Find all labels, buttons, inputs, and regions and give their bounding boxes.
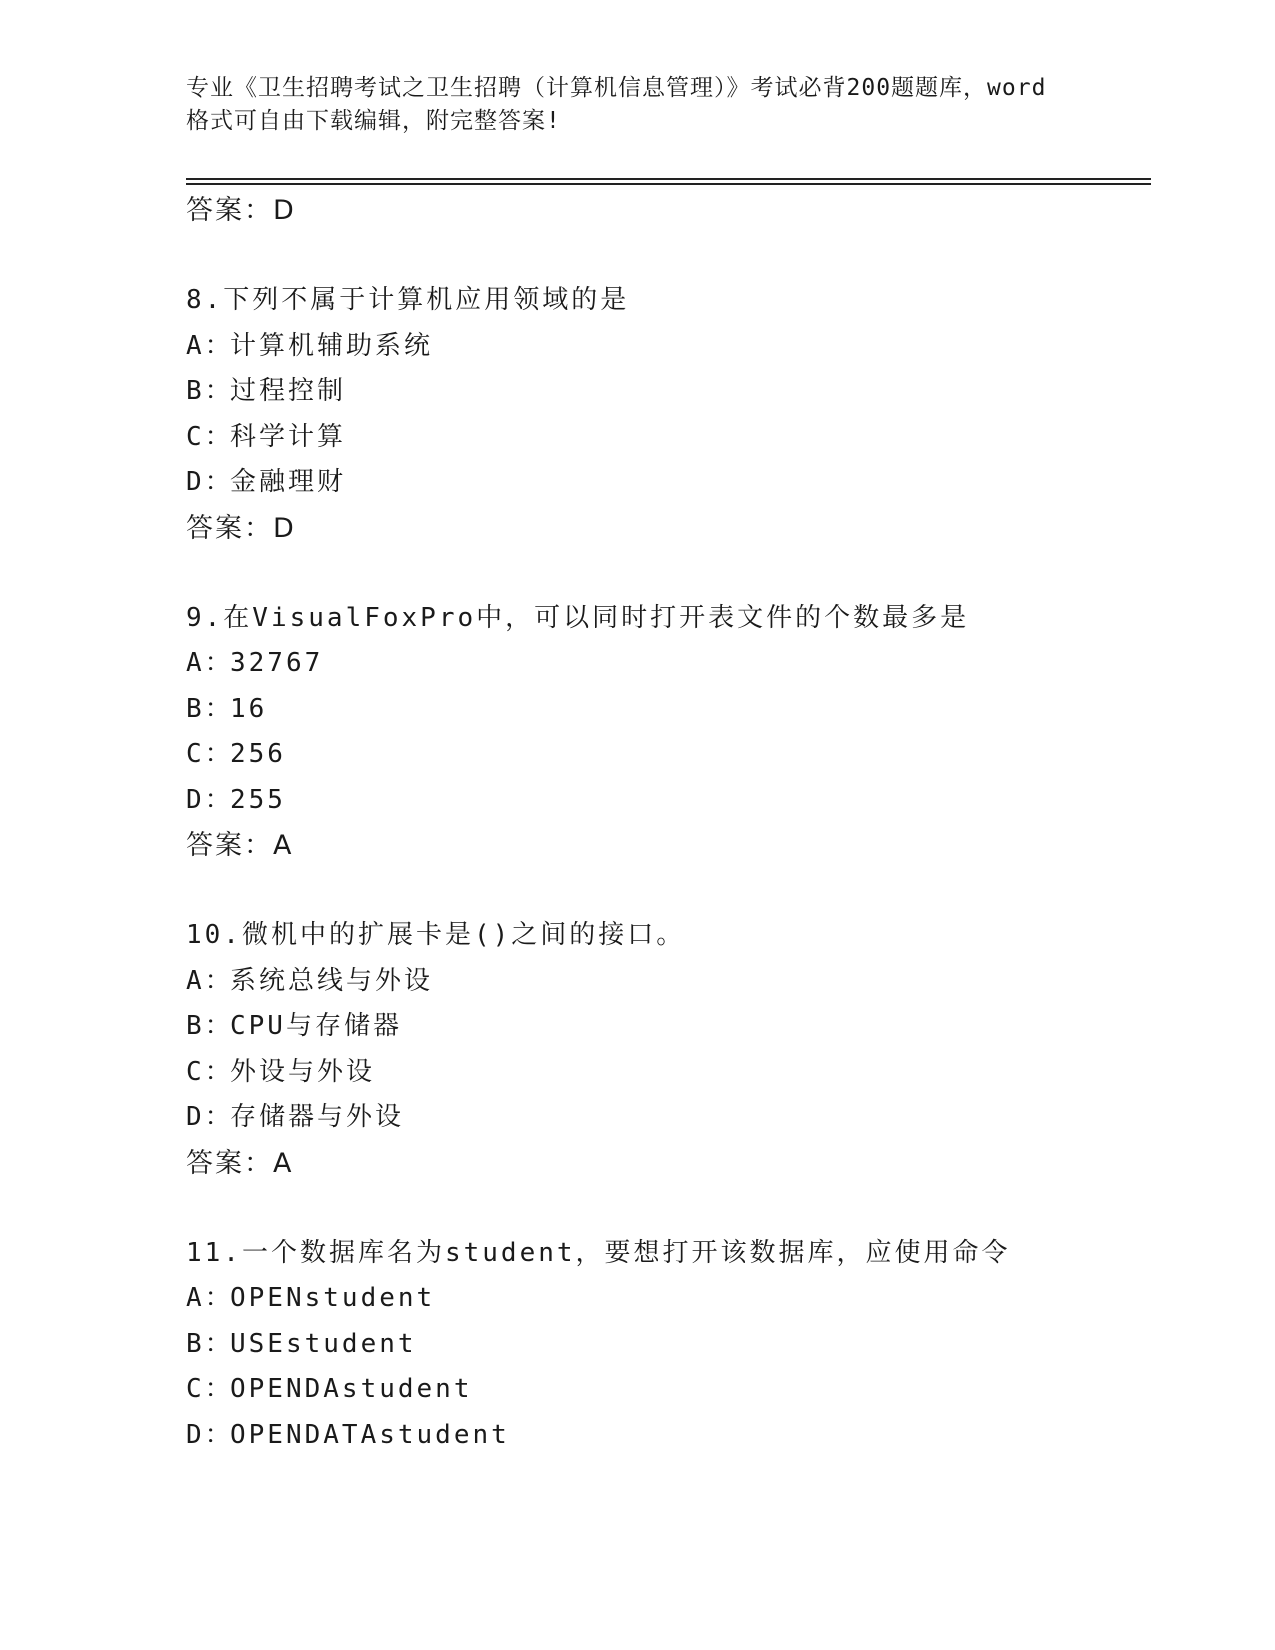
option-letter: B： — [186, 1011, 234, 1041]
option-letter: B： — [186, 693, 234, 724]
option-text: 32767 — [230, 648, 324, 678]
option-letter: A： — [186, 330, 234, 361]
option-text: 256 — [230, 739, 286, 769]
option-d — [186, 1413, 1146, 1459]
option-a — [186, 959, 1146, 1005]
option-text: OPENstudent — [230, 1283, 436, 1313]
option-text: 存储器与外设 — [230, 1102, 405, 1132]
option-letter: A： — [186, 965, 234, 996]
option-text: 255 — [230, 784, 286, 815]
option-letter: C： — [186, 1374, 234, 1404]
question-item — [186, 596, 1146, 870]
question-list — [186, 188, 1146, 1458]
option-d — [186, 460, 1146, 506]
question-stem: 10.微机中的扩展卡是()之间的接口。 — [186, 920, 686, 950]
option-text: 计算机辅助系统 — [230, 330, 434, 361]
option-text: CPU与存储器 — [230, 1011, 402, 1041]
option-letter: D： — [186, 467, 234, 497]
option-letter: D： — [186, 1419, 234, 1450]
option-letter: A： — [186, 1283, 234, 1313]
option-text: 系统总线与外设 — [230, 965, 434, 996]
answer-line: 答案：A — [186, 1147, 294, 1179]
answer-line: 答案：D — [186, 512, 296, 544]
option-text: 过程控制 — [230, 376, 347, 406]
option-b — [186, 1004, 1146, 1050]
option-b — [186, 687, 1146, 733]
question-item — [186, 278, 1146, 552]
option-letter: A： — [186, 648, 234, 678]
answer-line: 答案：A — [186, 830, 294, 861]
option-letter: B： — [186, 376, 234, 406]
option-c — [186, 1050, 1146, 1096]
option-d — [186, 778, 1146, 824]
document-header — [186, 72, 1086, 138]
question-stem: 11.一个数据库名为student，要想打开该数据库，应使用命令 — [186, 1237, 1011, 1268]
option-a — [186, 641, 1146, 687]
option-b — [186, 369, 1146, 415]
header-line-2: 格式可自由下载编辑，附完整答案! — [186, 108, 561, 134]
option-c — [186, 415, 1146, 461]
option-letter: D： — [186, 784, 234, 815]
header-divider-top — [186, 178, 1151, 180]
option-text: 科学计算 — [230, 421, 347, 452]
answer-line: 答案：D — [186, 195, 296, 226]
option-a — [186, 324, 1146, 370]
option-text: 16 — [230, 693, 268, 724]
option-text: OPENDATAstudent — [230, 1419, 510, 1450]
header-line-1: 专业《卫生招聘考试之卫生招聘（计算机信息管理）》考试必背200题题库，word — [186, 75, 1047, 101]
option-text: USEstudent — [230, 1328, 417, 1359]
option-text: OPENDAstudent — [230, 1374, 473, 1404]
option-d — [186, 1095, 1146, 1141]
option-letter: C： — [186, 1056, 234, 1087]
question-item — [186, 913, 1146, 1187]
option-text: 金融理财 — [230, 467, 347, 497]
option-c — [186, 732, 1146, 778]
header-divider-bottom — [186, 183, 1151, 185]
option-text: 外设与外设 — [230, 1056, 376, 1087]
option-c — [186, 1367, 1146, 1413]
question-item — [186, 1231, 1146, 1459]
option-a — [186, 1276, 1146, 1322]
option-letter: C： — [186, 421, 234, 452]
option-letter: D： — [186, 1102, 234, 1132]
option-b — [186, 1322, 1146, 1368]
question-stem: 9.在VisualFoxPro中，可以同时打开表文件的个数最多是 — [186, 602, 970, 633]
question-stem: 8.下列不属于计算机应用领域的是 — [186, 285, 630, 315]
option-letter: C： — [186, 739, 234, 769]
option-letter: B： — [186, 1328, 234, 1359]
